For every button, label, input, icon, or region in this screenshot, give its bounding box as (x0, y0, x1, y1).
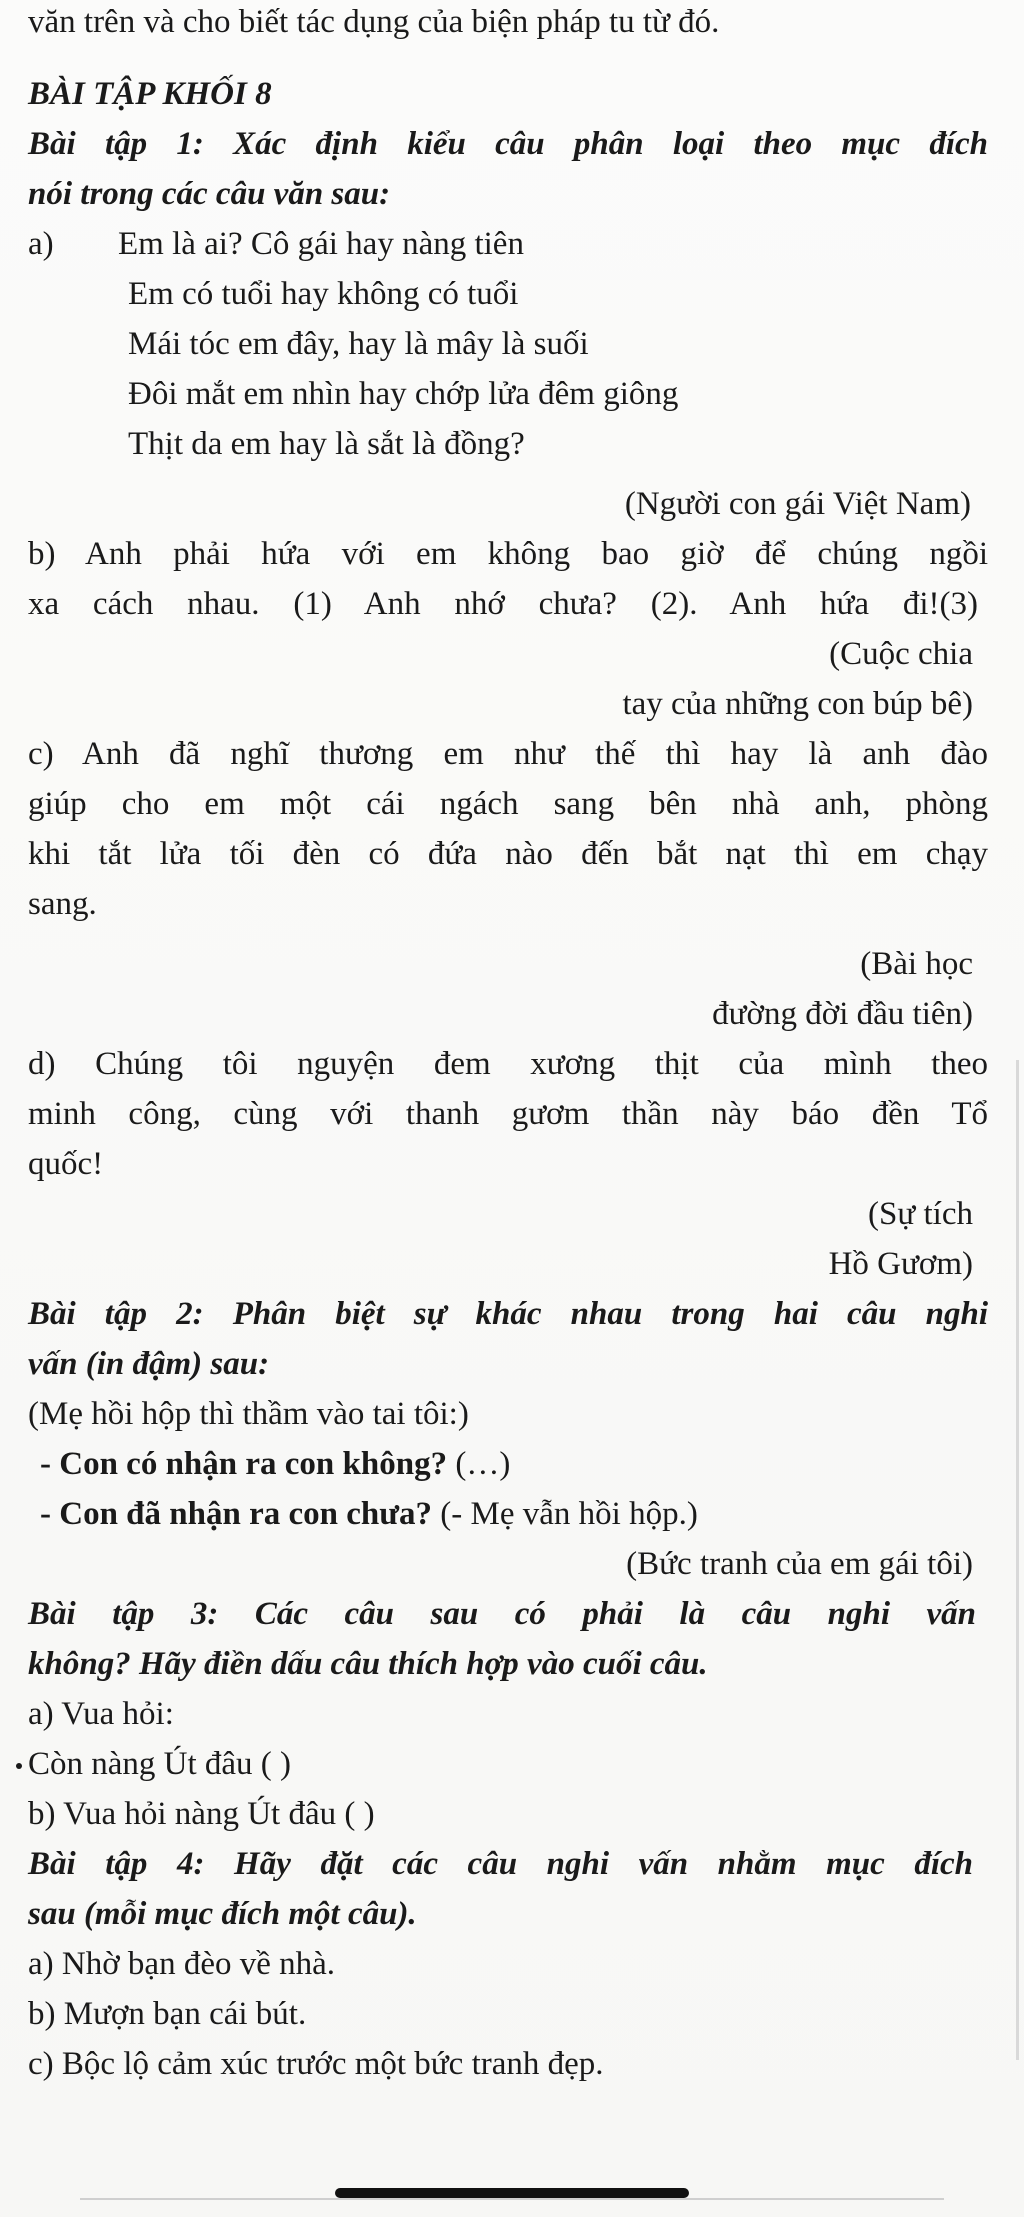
exercise-1c-line-3: khi tắt lửa tối đèn có đứa nào đến bắt nạt thì em chạy (28, 836, 988, 872)
poem-line-3: Mái tóc em đây, hay là mây là suối (128, 326, 589, 362)
exercise-3b-line: b) Vua hỏi nàng Út đâu ( ) (28, 1796, 375, 1832)
source-citation-c-line-1: (Bài học (860, 946, 973, 982)
exercise-1b-line-1: b) Anh phải hứa với em không bao giờ để chúng ngồi (28, 536, 988, 572)
bottom-divider (80, 2198, 944, 2200)
exercise-2-question-2 (40, 1494, 698, 1534)
exercise-1d-line-2: minh công, cùng với thanh gươm thần này báo đền Tổ (28, 1096, 988, 1132)
exercise-1c-line-1: c) Anh đã nghĩ thương em như thế thì hay là anh đào (28, 736, 988, 772)
page-edge-shadow (1016, 1060, 1019, 2060)
exercise-4-title-line-1: Bài tập 4: Hãy đặt các câu nghi vấn nhằm mục đích (28, 1846, 973, 1882)
exercise-4a-line: a) Nhờ bạn đèo về nhà. (28, 1946, 336, 1982)
exercise-3-title-line-2: không? Hãy điền dấu câu thích hợp vào cuối câu. (28, 1646, 708, 1682)
source-citation-d-line-2: Hồ Gươm) (828, 1246, 973, 1282)
exercise-1c-line-4: sang. (28, 886, 97, 922)
bullet-dot-icon (16, 1763, 22, 1769)
source-citation-a: (Người con gái Việt Nam) (624, 486, 971, 522)
exercise-3a-sentence: Còn nàng Út đâu ( ) (28, 1746, 292, 1782)
section-heading-khoi-8: BÀI TẬP KHỐI 8 (28, 76, 272, 112)
exercise-1-title-line-1: Bài tập 1: Xác định kiểu câu phân loại theo mục đích (28, 126, 988, 162)
poem-line-5: Thịt da em hay là sắt là đồng? (128, 426, 525, 462)
exercise-1a-label: a) (28, 226, 54, 262)
poem-line-1: Em là ai? Cô gái hay nàng tiên (118, 226, 524, 262)
source-citation-d-line-1: (Sự tích (868, 1196, 973, 1232)
source-citation-b-line-1: (Cuộc chia (829, 636, 973, 672)
exercise-1-title-line-2: nói trong các câu văn sau: (28, 176, 391, 212)
bold-question-2: - Con đã nhận ra con chưa? (40, 1496, 433, 1532)
exercise-1d-line-3: quốc! (28, 1146, 104, 1182)
source-citation-exercise-2: (Bức tranh của em gái tôi) (626, 1546, 973, 1582)
exercise-1d-line-1: d) Chúng tôi nguyện đem xương thịt của mình theo (28, 1046, 988, 1082)
home-indicator-bar[interactable] (335, 2188, 689, 2198)
bold-question-1: - Con có nhận ra con không? (40, 1446, 448, 1482)
exercise-2-question-1 (40, 1444, 510, 1484)
source-citation-c-line-2: đường đời đầu tiên) (712, 996, 973, 1032)
exercise-1b-line-2: xa cách nhau. (1) Anh nhớ chưa? (2). Anh hứa đi!(3) (28, 586, 978, 622)
exercise-4c-line: c) Bộc lộ cảm xúc trước một bức tranh đẹp. (28, 2046, 604, 2082)
exercise-3a-line-2 (28, 1744, 291, 1784)
exercise-2-title-line-2: vấn (in đậm) sau: (28, 1346, 270, 1382)
question-2-tail: (- Mẹ vẫn hồi hộp.) (432, 1496, 698, 1532)
exercise-3-title-line-1: Bài tập 3: Các câu sau có phải là câu nghi vấn (28, 1596, 976, 1632)
exercise-3a-line-1: a) Vua hỏi: (28, 1696, 174, 1732)
text-line-intro: văn trên và cho biết tác dụng của biện pháp tu từ đó. (28, 4, 720, 40)
exercise-4-title-line-2: sau (mỗi mục đích một câu). (28, 1896, 417, 1932)
source-citation-b-line-2: tay của những con búp bê) (622, 686, 973, 722)
exercise-2-title-line-1: Bài tập 2: Phân biệt sự khác nhau trong hai câu nghi (28, 1296, 988, 1332)
poem-line-2: Em có tuổi hay không có tuổi (128, 276, 519, 312)
poem-line-4: Đôi mắt em nhìn hay chớp lửa đêm giông (128, 376, 679, 412)
exercise-2-context-line: (Mẹ hồi hộp thì thầm vào tai tôi:) (28, 1396, 469, 1432)
exercise-4b-line: b) Mượn bạn cái bút. (28, 1996, 307, 2032)
exercise-1c-line-2: giúp cho em một cái ngách sang bên nhà anh, phòng (28, 786, 988, 822)
question-1-tail: (…) (447, 1446, 511, 1482)
